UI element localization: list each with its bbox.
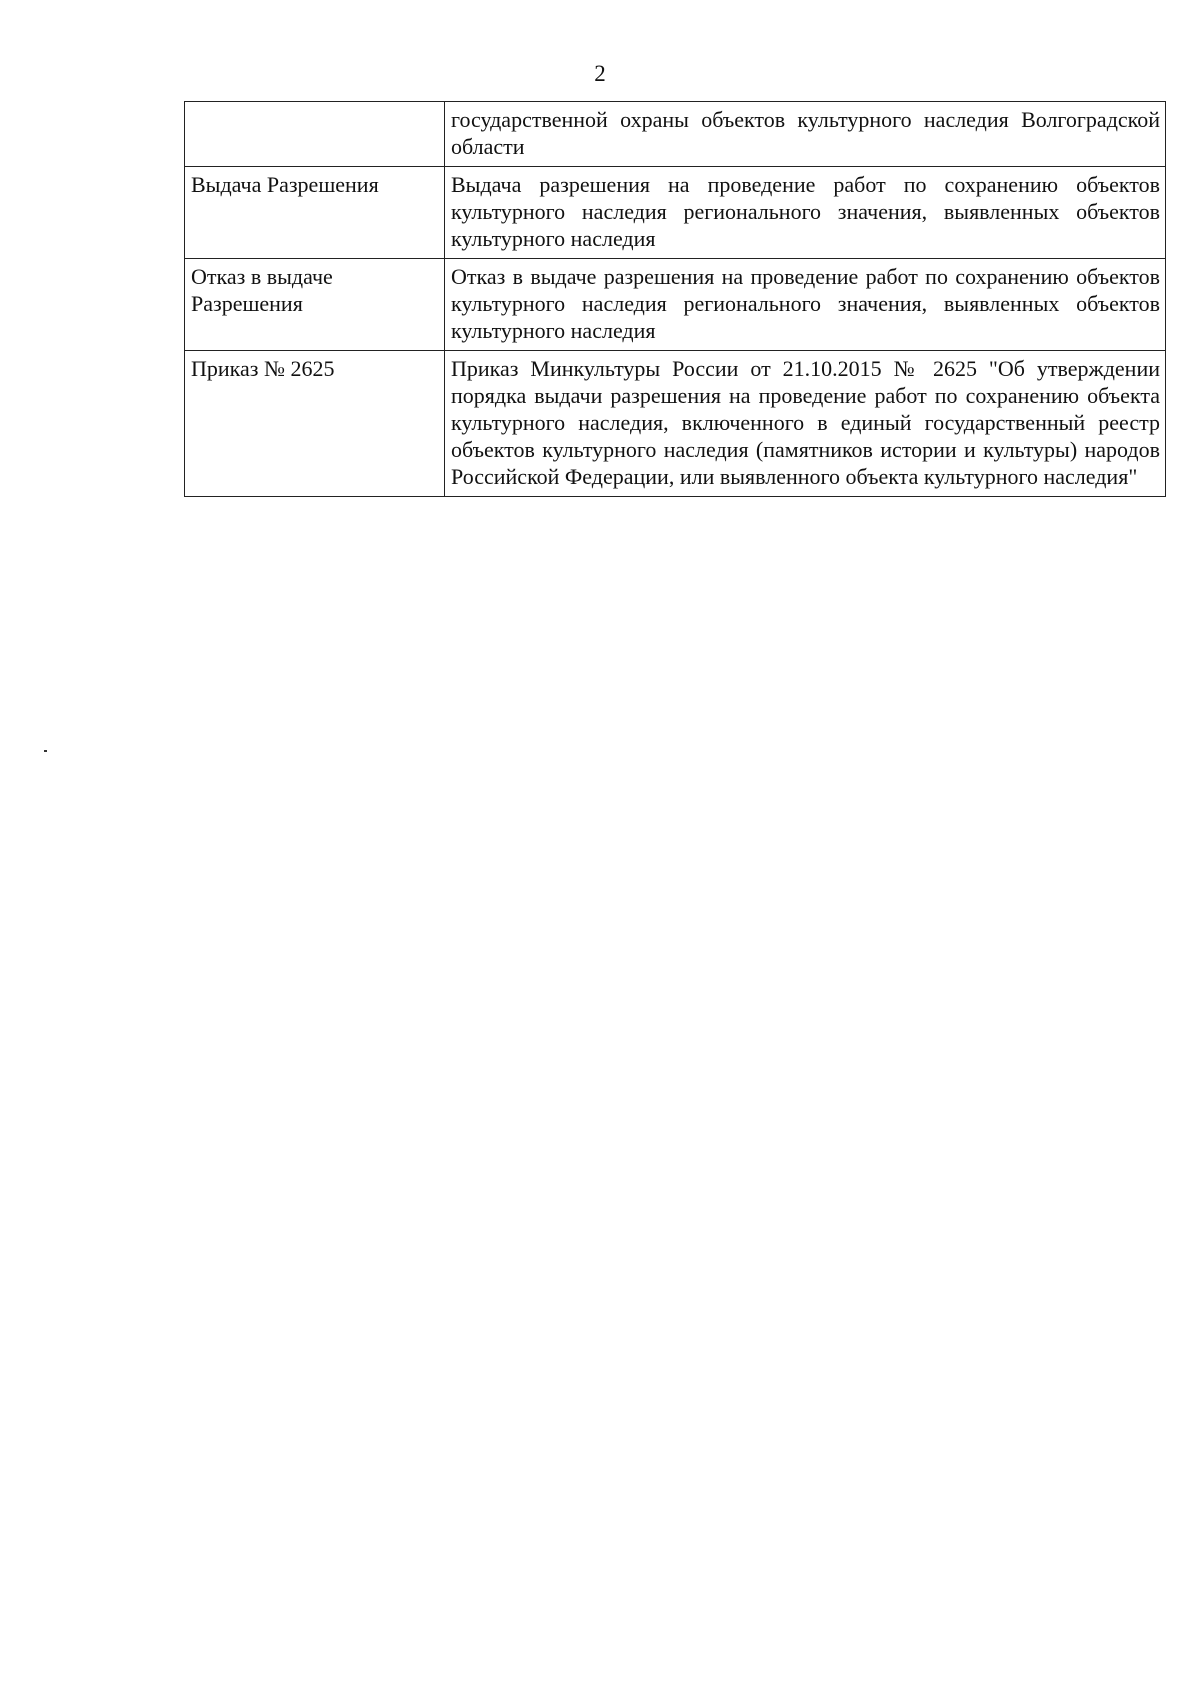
table-row	[185, 102, 1166, 167]
definition-cell: Отказ в выдаче разрешения на проведение работ по сохранению объектов культурного наследия регионального значения, выявленных объектов культурного наследия	[445, 259, 1166, 351]
table-row	[185, 351, 1166, 497]
table-row	[185, 167, 1166, 259]
term-cell: Выдача Разрешения	[185, 167, 445, 259]
table-row	[185, 259, 1166, 351]
definition-cell: Выдача разрешения на проведение работ по сохранению объектов культурного наследия регионального значения, выявленных объектов культурного наследия	[445, 167, 1166, 259]
page-number: 2	[594, 61, 606, 86]
definition-cell: Приказ Минкультуры России от 21.10.2015 № 2625 "Об утверждении порядка выдачи разрешения на проведение работ по сохранению объекта культурного наследия, включенного в единый государственный реестр объектов культурного наследия (памятников истории и культуры) народов Российской Федерации, или выявленного объекта культурного наследия"	[445, 351, 1166, 497]
term-cell: Приказ № 2625	[185, 351, 445, 497]
term-cell: Отказ в выдаче Разрешения	[185, 259, 445, 351]
scan-speck	[44, 750, 47, 752]
definition-cell: государственной охраны объектов культурного наследия Волгоградской области	[445, 102, 1166, 167]
term-cell	[185, 102, 445, 167]
terms-table	[184, 101, 1166, 497]
